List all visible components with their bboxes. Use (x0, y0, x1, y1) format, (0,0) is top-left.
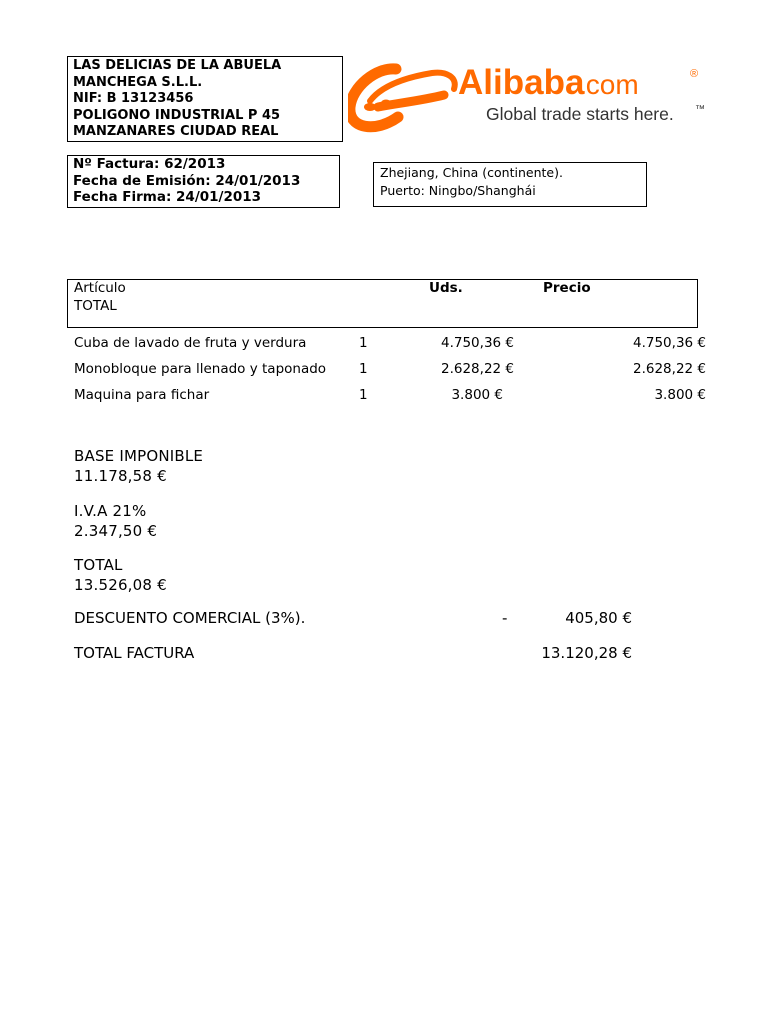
total-value: 13.526,08 € (74, 576, 167, 594)
row-total: 3.800 € (654, 387, 706, 403)
discount-label: DESCUENTO COMERCIAL (3%). (74, 609, 306, 627)
logo-domain: .com (578, 69, 639, 100)
row-units: 1 (359, 361, 368, 377)
row-price: 3.800 € (451, 387, 503, 403)
row-description: Cuba de lavado de fruta y verdura (74, 335, 307, 351)
discount-value: 405,80 € (565, 609, 632, 627)
logo-brand: Alibaba (458, 63, 585, 102)
table-row (0, 335, 768, 357)
header-total: TOTAL (74, 298, 117, 314)
company-name-line1: LAS DELICIAS DE LA ABUELA (73, 58, 282, 73)
row-units: 1 (359, 335, 368, 351)
table-row (0, 361, 768, 383)
origin-port: Puerto: Ningbo/Shanghái (380, 182, 536, 198)
logo-tagline: Global trade starts here. (486, 104, 674, 124)
logo-tm: ™ (695, 104, 705, 115)
row-total: 2.628,22 € (633, 361, 706, 377)
invoice-total-row (0, 644, 768, 666)
company-info-box (67, 56, 343, 142)
invoice-info-box (67, 155, 340, 208)
total-label: TOTAL (74, 556, 123, 574)
origin-location: Zhejiang, China (continente). (380, 165, 563, 180)
invoice-number: Nº Factura: 62/2013 (73, 156, 226, 172)
discount-sign: - (502, 609, 508, 627)
base-imponible-value: 11.178,58 € (74, 467, 167, 485)
row-price: 2.628,22 € (441, 361, 514, 377)
table-row (0, 387, 768, 409)
logo-registered: ® (690, 68, 699, 80)
row-description: Maquina para fichar (74, 387, 210, 403)
header-price: Precio (543, 280, 591, 296)
company-nif: NIF: B 13123456 (73, 91, 194, 107)
row-description: Monobloque para llenado y taponado (74, 361, 327, 377)
invoice-issue-date: Fecha de Emisión: 24/01/2013 (73, 172, 301, 189)
origin-info-box (373, 162, 647, 207)
table-header (67, 279, 698, 328)
company-city: MANZANARES CIUDAD REAL (73, 124, 279, 140)
header-article: Artículo (74, 280, 126, 296)
alibaba-logo (348, 55, 718, 135)
alibaba-smile-icon (350, 69, 455, 127)
invoice-total-value: 13.120,28 € (541, 644, 632, 662)
row-price: 4.750,36 € (441, 335, 514, 351)
invoice-sign-date: Fecha Firma: 24/01/2013 (73, 189, 262, 206)
row-units: 1 (359, 387, 368, 403)
company-name-line2: MANCHEGA S.L.L. (73, 74, 203, 90)
iva-value: 2.347,50 € (74, 522, 158, 540)
discount-row (0, 609, 768, 631)
company-address: POLIGONO INDUSTRIAL P 45 (73, 107, 281, 123)
row-total: 4.750,36 € (633, 335, 706, 351)
invoice-total-label: TOTAL FACTURA (74, 644, 195, 662)
base-imponible-label: BASE IMPONIBLE (74, 447, 204, 465)
header-units: Uds. (429, 280, 463, 296)
iva-label: I.V.A 21% (74, 502, 147, 520)
